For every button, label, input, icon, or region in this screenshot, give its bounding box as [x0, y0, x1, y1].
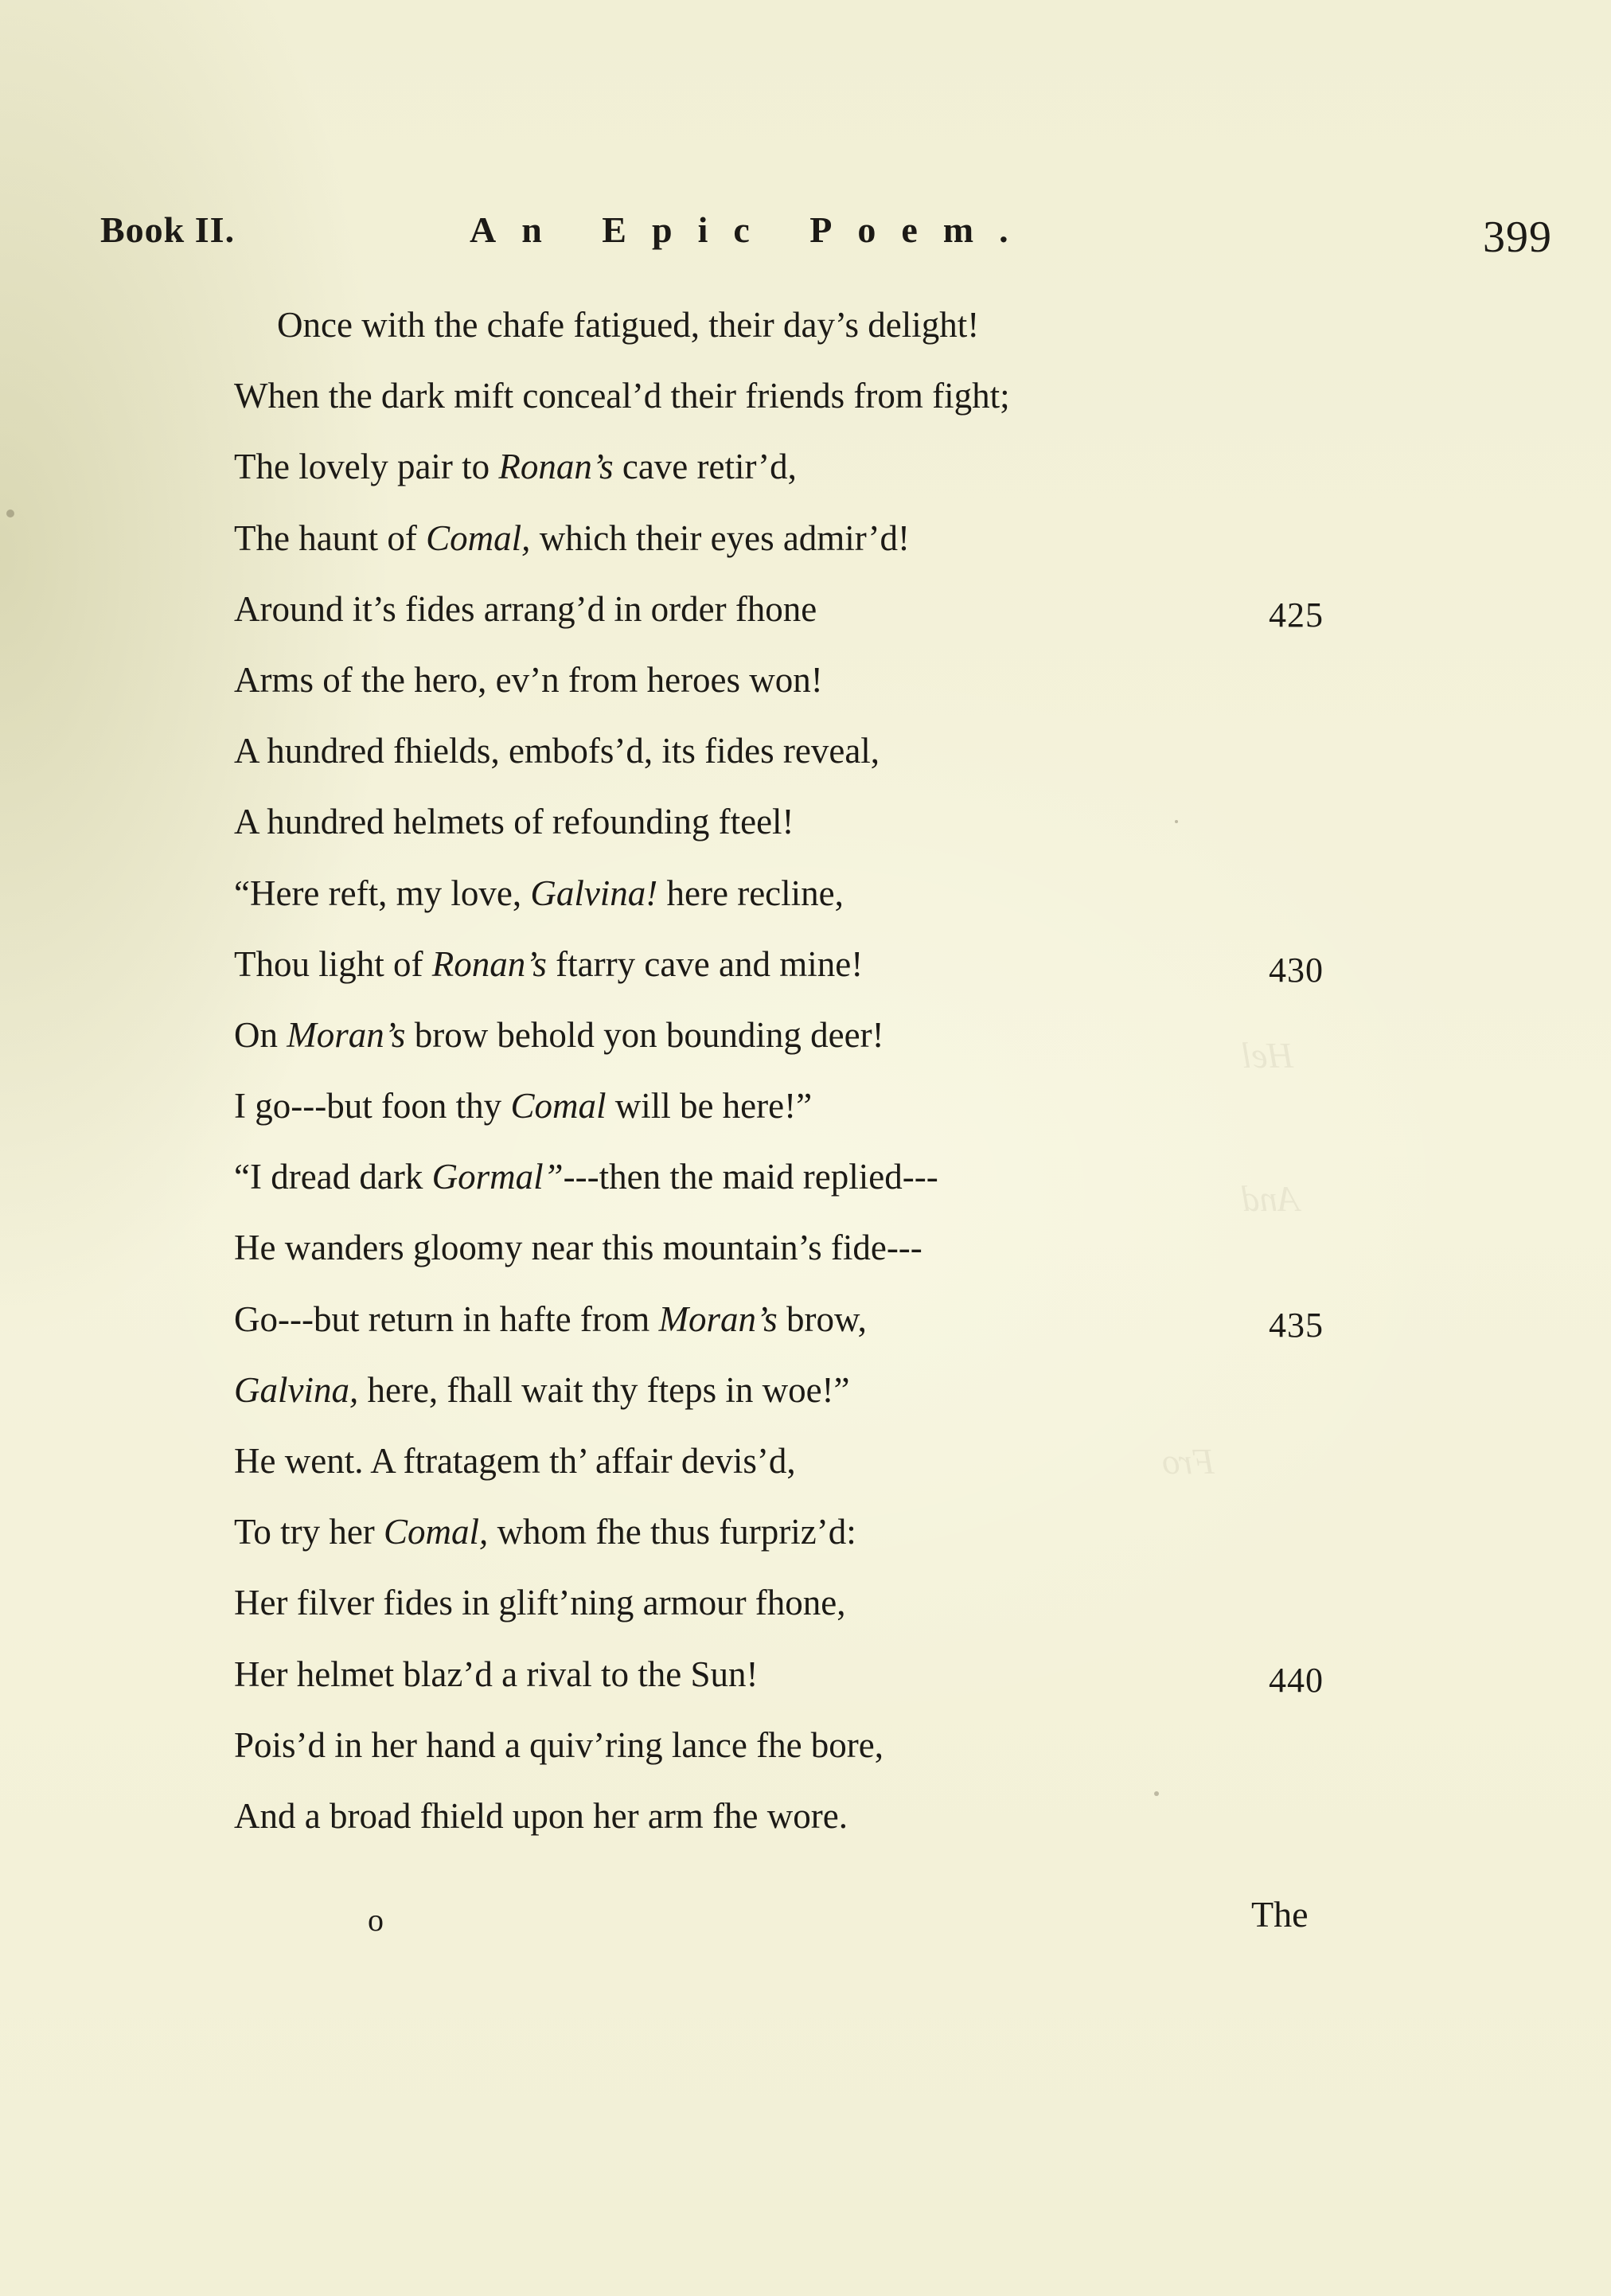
- verse-italic-name: Galvina!: [530, 873, 658, 913]
- verse-line-text: [234, 1153, 938, 1201]
- running-title: An Epic Poem.: [470, 209, 1034, 250]
- verse-text: which their eyes admir’d!: [530, 517, 910, 558]
- verse-line: [234, 940, 1388, 1011]
- verse-line-text: Around it’s fides arrang’d in order fhone: [234, 588, 817, 629]
- verse-line-text: [234, 1508, 856, 1556]
- verse-line-text: [234, 940, 863, 988]
- verse-line-text: Arms of the hero, ev’n from heroes won!: [234, 659, 823, 700]
- verse-line: [234, 1792, 1388, 1863]
- verse-italic-name: Ronan’s: [498, 447, 614, 487]
- verse-line-text: [234, 1366, 850, 1414]
- verse-text: ---then the maid replied---: [563, 1157, 938, 1197]
- verse-line: [234, 1437, 1388, 1508]
- verse-line: [234, 798, 1388, 869]
- verse-line: [234, 1366, 1388, 1437]
- verse-line: [234, 301, 1388, 372]
- verse-line-text: [234, 1295, 867, 1343]
- verse-line-text: A hundred fhields, embofs’d, its fides reveal,: [234, 731, 880, 771]
- verse-line-text: When the dark mift conceal’d their friends from fight;: [234, 376, 1010, 416]
- verse-line-text: And a broad fhield upon her arm fhe wore.: [234, 1795, 848, 1836]
- verse-line: [234, 1011, 1388, 1082]
- verse-line-text: [234, 443, 797, 490]
- running-head: [96, 209, 1552, 264]
- verse-text: Thou light of: [234, 943, 432, 984]
- verse-italic-name: Galvina,: [234, 1369, 359, 1410]
- verse-line-text: He went. A ftratagem th’ affair devis’d,: [234, 1441, 796, 1481]
- verse-italic-name: Ronan’s: [431, 943, 547, 984]
- verse-line: [234, 1508, 1388, 1579]
- verse-line-text: [234, 1011, 884, 1059]
- verse-text: brow,: [777, 1298, 867, 1339]
- verse-line: [234, 1153, 1388, 1224]
- line-number: 435: [1269, 1305, 1324, 1345]
- verse-line: [234, 443, 1388, 513]
- book-label: Book II.: [100, 209, 236, 250]
- verse-line-text: A hundred helmets of refounding fteel!: [234, 802, 794, 842]
- paper-speck: [1154, 1791, 1159, 1796]
- verse-line: [234, 372, 1388, 443]
- verse-line: [234, 869, 1388, 940]
- verse-line: [234, 1224, 1388, 1294]
- verse-text: On: [234, 1014, 287, 1055]
- verse-italic-name: Comal: [510, 1086, 607, 1127]
- verse-italic-name: Comal,: [384, 1512, 489, 1552]
- verse-line: [234, 1579, 1388, 1650]
- show-through-text: Hel: [1242, 1036, 1293, 1076]
- page-number: 399: [1483, 213, 1552, 262]
- verse-text: I go---but foon thy: [234, 1086, 511, 1127]
- verse-italic-name: Comal,: [426, 517, 531, 558]
- verse-line: [234, 1082, 1388, 1153]
- verse-text: “I dread dark: [234, 1157, 432, 1197]
- verse-line-text: Pois’d in her hand a quiv’ring lance fhe bore,: [234, 1724, 884, 1765]
- line-number: 440: [1269, 1660, 1324, 1700]
- verse-text: will be here!”: [606, 1086, 813, 1127]
- verse-line: [234, 585, 1388, 656]
- verse-text: Go---but return in hafte from: [234, 1298, 659, 1339]
- line-number: 425: [1269, 595, 1324, 635]
- verse-text: cave retir’d,: [613, 447, 797, 487]
- verse-line: [234, 514, 1388, 585]
- verse-text: here, fhall wait thy fteps in woe!”: [358, 1369, 850, 1410]
- verse-text: The haunt of: [234, 517, 427, 558]
- verse-line-text: [234, 869, 844, 917]
- verse-line: [234, 727, 1388, 798]
- show-through-text: Fro: [1162, 1442, 1215, 1482]
- verse-line-text: He wanders gloomy near this mountain’s fide---: [234, 1228, 923, 1268]
- show-through-text: And: [1242, 1179, 1300, 1219]
- verse-body: [234, 301, 1388, 1863]
- verse-text: brow behold yon bounding deer!: [405, 1014, 884, 1055]
- verse-line-text: [234, 514, 910, 562]
- verse-line: [234, 1721, 1388, 1792]
- verse-text: whom fhe thus furpriz’d:: [488, 1512, 856, 1552]
- signature-mark: o: [368, 1902, 384, 1938]
- verse-text: To try her: [234, 1512, 384, 1552]
- verse-italic-name: Moran’s: [287, 1014, 406, 1055]
- verse-line: [234, 656, 1388, 727]
- verse-line-text: Once with the chafe fatigued, their day’s delight!: [277, 305, 980, 345]
- verse-italic-name: Gormal”: [431, 1157, 564, 1197]
- paper-speck: [1175, 820, 1178, 823]
- verse-line-text: Her filver fides in glift’ning armour fhone,: [234, 1583, 846, 1623]
- verse-line: [234, 1650, 1388, 1721]
- verse-text: The lovely pair to: [234, 447, 499, 487]
- verse-line: [234, 1295, 1388, 1366]
- verse-text: here recline,: [657, 873, 844, 913]
- verse-line-text: Her helmet blaz’d a rival to the Sun!: [234, 1654, 759, 1694]
- verse-italic-name: Moran’s: [658, 1298, 778, 1339]
- line-number: 430: [1269, 950, 1324, 990]
- verse-text: ftarry cave and mine!: [546, 943, 864, 984]
- paper-speck: [6, 510, 14, 517]
- catchword: The: [1251, 1894, 1309, 1935]
- verse-text: “Here reft, my love,: [234, 873, 531, 913]
- verse-line-text: [234, 1082, 812, 1130]
